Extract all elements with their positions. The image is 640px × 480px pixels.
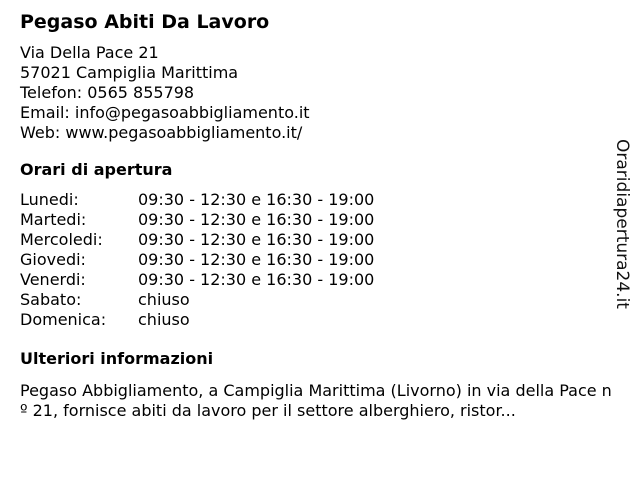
hours-time: 09:30 - 12:30 e 16:30 - 19:00 xyxy=(138,190,375,209)
hours-day: Domenica: xyxy=(20,310,107,329)
hours-day: Giovedi: xyxy=(20,250,86,269)
web-line: Web: www.pegasoabbigliamento.it/ xyxy=(20,123,303,142)
hours-row xyxy=(20,250,610,270)
business-card xyxy=(20,10,610,421)
hours-title: Orari di apertura xyxy=(20,160,173,179)
hours-day: Lunedi: xyxy=(20,190,79,209)
hours-day: Mercoledi: xyxy=(20,230,103,249)
site-watermark xyxy=(608,135,636,313)
hours-day: Sabato: xyxy=(20,290,82,309)
hours-time: 09:30 - 12:30 e 16:30 - 19:00 xyxy=(138,270,375,289)
hours-time: 09:30 - 12:30 e 16:30 - 19:00 xyxy=(138,250,375,269)
hours-time: 09:30 - 12:30 e 16:30 - 19:00 xyxy=(138,210,375,229)
phone-line: Telefon: 0565 855798 xyxy=(20,83,195,102)
hours-time: 09:30 - 12:30 e 16:30 - 19:00 xyxy=(138,230,375,249)
info-title: Ulteriori informazioni xyxy=(20,349,214,368)
hours-row xyxy=(20,290,610,310)
hours-row xyxy=(20,210,610,230)
hours-day: Martedi: xyxy=(20,210,87,229)
hours-day: Venerdi: xyxy=(20,270,86,289)
hours-row xyxy=(20,190,610,210)
hours-time: chiuso xyxy=(138,310,190,329)
info-description: Pegaso Abbigliamento, a Campiglia Marittima (Livorno) in via della Pace nº 21, fornisce abiti da lavoro per il settore alberghiero, ristor... xyxy=(20,381,612,420)
watermark-text: Oraridiapertura24.it xyxy=(612,139,633,309)
address-street: Via Della Pace 21 xyxy=(20,43,159,62)
contact-block xyxy=(20,43,610,143)
hours-table xyxy=(20,190,610,330)
hours-row xyxy=(20,230,610,250)
email-line: Email: info@pegasoabbigliamento.it xyxy=(20,103,310,122)
business-name: Pegaso Abiti Da Lavoro xyxy=(20,11,270,33)
hours-row xyxy=(20,270,610,290)
address-city: 57021 Campiglia Marittima xyxy=(20,63,239,82)
hours-row xyxy=(20,310,610,330)
hours-time: chiuso xyxy=(138,290,190,309)
